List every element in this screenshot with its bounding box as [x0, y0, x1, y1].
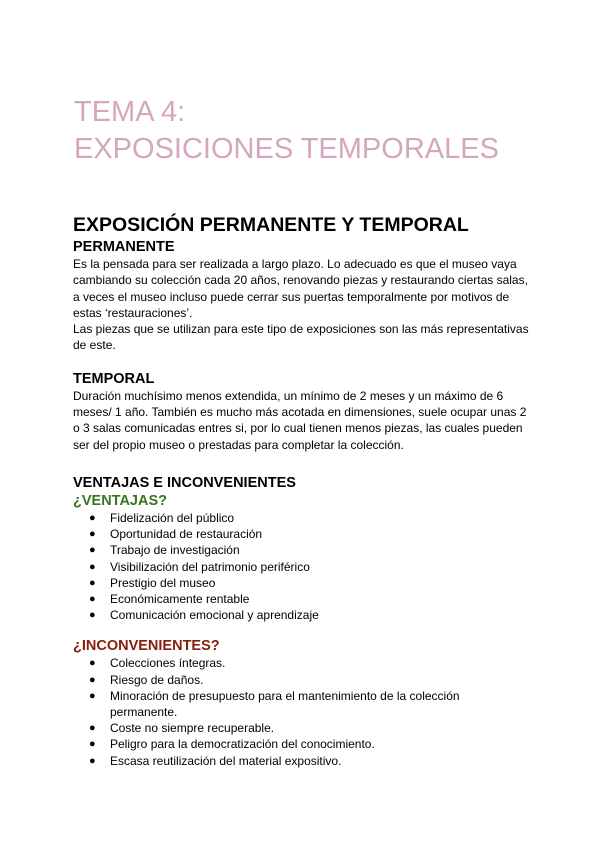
bullet-dot-icon: ● — [89, 689, 96, 702]
ventajas-list-item — [73, 575, 470, 591]
list-item-text: Fidelización del público — [110, 510, 235, 525]
permanente-text — [73, 256, 533, 354]
list-item-text: Comunicación emocional y aprendizaje — [110, 608, 319, 623]
ventajas-list — [73, 510, 533, 623]
permanente-heading: PERMANENTE — [73, 239, 175, 255]
bullet-dot-icon: ● — [89, 657, 96, 670]
title-line-1: TEMA 4: — [74, 96, 186, 128]
list-item-text: Riesgo de daños. — [110, 672, 204, 687]
permanente-paragraph-1: Es la pensada para ser realizada a largo plazo. Lo adecuado es que el museo vaya cambiando su colección cada 20 años, renovando piezas y restaurando ciertas salas, a veces el museo incluso puede cerrar sus puertas temporalmente por motivos de estas ‘restauraciones’. — [73, 257, 528, 320]
list-item-text: Oportunidad de restauración — [110, 527, 263, 542]
ventajas-list-item — [73, 607, 470, 623]
list-item-text: Coste no siempre recuperable. — [110, 721, 275, 736]
list-item-text: Colecciones íntegras. — [110, 656, 226, 671]
bullet-dot-icon: ● — [89, 592, 96, 605]
inconvenientes-list-item — [73, 753, 470, 769]
temporal-text — [73, 388, 533, 453]
bullet-dot-icon: ● — [89, 673, 96, 686]
ventajas-list-item — [73, 526, 470, 542]
list-item-text: Económicamente rentable — [110, 591, 250, 606]
list-item-text: Minoración de presupuesto para el mantenimiento de la colección permanente. — [110, 688, 460, 719]
list-item-text: Prestigio del museo — [110, 575, 216, 590]
section-heading: EXPOSICIÓN PERMANENTE Y TEMPORAL — [73, 214, 469, 236]
list-item-text: Escasa reutilización del material expositivo. — [110, 753, 342, 768]
ventajas-list-item — [73, 591, 470, 607]
inconvenientes-list-item — [73, 655, 470, 671]
title-line-2: EXPOSICIONES TEMPORALES — [74, 133, 499, 165]
inconvenientes-heading: ¿INCONVENIENTES? — [73, 638, 220, 655]
ventajas-list-item — [73, 559, 470, 575]
inconvenientes-list-item — [73, 720, 470, 736]
bullet-dot-icon: ● — [89, 576, 96, 589]
list-item-text: Visibilización del patrimonio periférico — [110, 559, 310, 574]
bullet-dot-icon: ● — [89, 754, 96, 767]
permanente-paragraph-2: Las piezas que se utilizan para este tipo de exposiciones son las más representativas de este. — [73, 322, 529, 353]
inconvenientes-list-item — [73, 688, 470, 720]
document-title — [74, 94, 574, 168]
inconvenientes-list — [73, 655, 533, 768]
list-item-text: Trabajo de investigación — [110, 543, 240, 558]
bullet-dot-icon: ● — [89, 722, 96, 735]
ventajas-list-item — [73, 510, 470, 526]
ventajas-list-item — [73, 542, 470, 558]
bullet-dot-icon: ● — [89, 738, 96, 751]
bullet-dot-icon: ● — [89, 560, 96, 573]
bullet-dot-icon: ● — [89, 609, 96, 622]
inconvenientes-list-item — [73, 672, 470, 688]
temporal-paragraph: Duración muchísimo menos extendida, un mínimo de 2 meses y un máximo de 6 meses/ 1 año. También es mucho más acotada en dimensiones, suele ocupar unas 2 o 3 salas comunicadas entres si, por lo cual tienen menos piezas, las cuales pueden ser del propio museo o prestadas para completar la colección. — [73, 388, 527, 452]
document-body — [73, 212, 533, 769]
bullet-dot-icon: ● — [89, 511, 96, 524]
inconvenientes-list-item — [73, 736, 470, 752]
bullet-dot-icon: ● — [89, 544, 96, 557]
ventajas-heading: ¿VENTAJAS? — [73, 492, 167, 509]
temporal-heading: TEMPORAL — [73, 370, 155, 387]
list-item-text: Peligro para la democratización del conocimiento. — [110, 737, 375, 752]
ventajas-inconvenientes-heading: VENTAJAS E INCONVENIENTES — [73, 474, 296, 491]
bullet-dot-icon: ● — [89, 528, 96, 541]
